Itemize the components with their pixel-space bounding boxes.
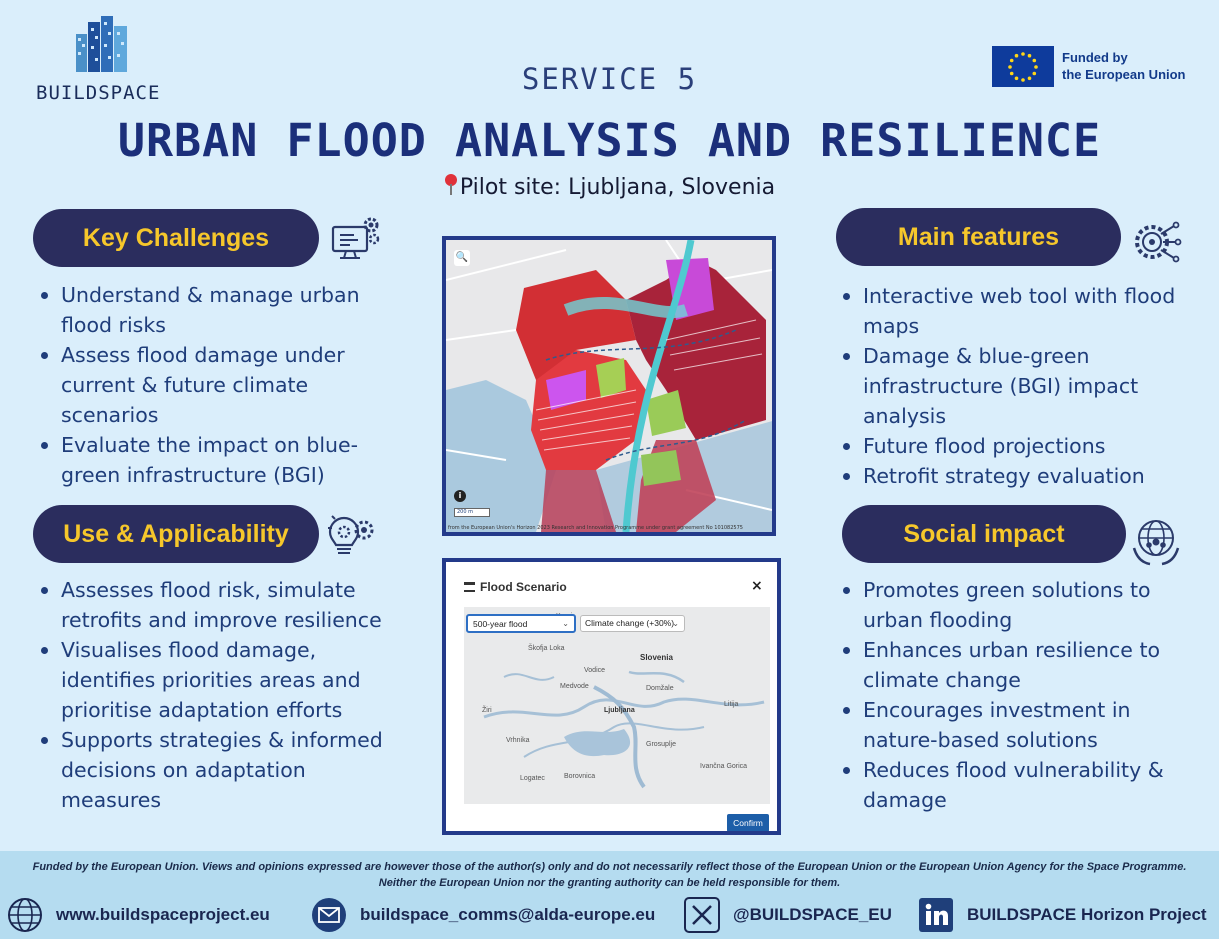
- twitter-text: @BUILDSPACE_EU: [733, 905, 892, 924]
- climate-scenario-value: Climate change (+30%): [585, 618, 675, 628]
- list-item: Interactive web tool with flood maps: [835, 281, 1205, 341]
- twitter-link[interactable]: [683, 896, 892, 934]
- page-title: URBAN FLOOD ANALYSIS AND RESILIENCE: [117, 114, 1102, 167]
- list-item: Supports strategies & informed decisions on adaptation measures: [33, 725, 403, 815]
- map-search-icon[interactable]: 🔍: [454, 250, 470, 266]
- map-info-icon[interactable]: i: [454, 490, 466, 502]
- flood-scenario-title: [464, 580, 567, 594]
- layers-icon: [464, 582, 475, 592]
- main-features-heading: Main features: [836, 208, 1121, 266]
- eu-line-1: Funded by: [1062, 50, 1128, 65]
- flood-scenario-select[interactable]: [466, 614, 576, 633]
- flood-damage-map-graphic: [446, 240, 772, 532]
- linkedin-text: BUILDSPACE Horizon Project: [967, 905, 1207, 924]
- x-twitter-icon: [683, 896, 721, 934]
- map-label: Litija: [724, 701, 739, 708]
- website-text: www.buildspaceproject.eu: [56, 905, 270, 924]
- list-item: Enhances urban resilience to climate change: [835, 635, 1205, 695]
- flood-scenario-value: 500-year flood: [473, 619, 528, 629]
- map-label: Vodice: [584, 667, 606, 674]
- climate-scenario-select[interactable]: [580, 615, 685, 632]
- list-item: Evaluate the impact on blue-green infrastructure (BGI): [33, 430, 403, 490]
- email-link[interactable]: [310, 896, 655, 934]
- map-label: Škofja Loka: [528, 645, 565, 652]
- list-item: Encourages investment in nature-based solutions: [835, 695, 1205, 755]
- key-challenges-list: [33, 280, 403, 490]
- globe-icon: [6, 896, 44, 934]
- eu-disclaimer: Funded by the European Union. Views and opinions expressed are however those of the author(s) only and do not necessarily reflect those of the European Union or the European Union Agency for the Space Programme. Neither the European Union nor the granting authority can be held responsible for them.: [32, 861, 1187, 889]
- globe-hands-icon: [1130, 516, 1182, 568]
- list-item: Visualises flood damage, identifies priorities areas and prioritise adaptation efforts: [33, 635, 403, 725]
- flood-scenario-panel: [442, 558, 781, 835]
- list-item: Assess flood damage under current & future climate scenarios: [33, 340, 403, 430]
- chevron-down-icon: ⌄: [562, 619, 569, 628]
- map-label: Ivančna Gorica: [700, 763, 748, 770]
- main-features-list: [835, 281, 1205, 491]
- logo-text: BUILDSPACE: [36, 82, 161, 104]
- email-icon: [310, 896, 348, 934]
- lightbulb-gear-icon: [326, 510, 378, 562]
- chevron-down-icon: ⌄: [672, 619, 679, 628]
- map-label: Vrhnika: [506, 737, 530, 744]
- map-scale-bar: 200 m: [454, 508, 490, 517]
- list-item: Future flood projections: [835, 431, 1205, 461]
- service-label: SERVICE 5: [521, 62, 698, 96]
- map-label: Domžale: [646, 685, 674, 692]
- use-applicability-heading: Use & Applicability: [33, 505, 319, 563]
- map-label: Slovenia: [640, 653, 673, 662]
- social-impact-list: [835, 575, 1205, 815]
- list-item: Understand & manage urban flood risks: [33, 280, 403, 340]
- list-item: Assesses flood risk, simulate retrofits and improve resilience: [33, 575, 403, 635]
- map-label: Medvode: [560, 683, 589, 690]
- confirm-button[interactable]: Confirm: [727, 814, 769, 832]
- close-icon[interactable]: ×: [751, 578, 763, 594]
- computer-gears-icon: [330, 213, 382, 265]
- website-link[interactable]: [6, 896, 270, 934]
- flood-scenario-title-text: Flood Scenario: [480, 580, 567, 594]
- linkedin-icon: [917, 896, 955, 934]
- map-credit: from the European Union's Horizon 2023 Research and Innovation Programme under grant agreement No 101082575: [448, 525, 743, 531]
- list-item: Retrofit strategy evaluation: [835, 461, 1205, 491]
- pilot-site: [0, 174, 1219, 200]
- linkedin-link[interactable]: [917, 896, 1207, 934]
- map-label: Grosuplje: [646, 741, 676, 748]
- use-applicability-list: [33, 575, 403, 815]
- gear-circuit-icon: [1130, 216, 1182, 268]
- social-impact-heading: Social impact: [842, 505, 1126, 563]
- footer: [0, 851, 1219, 939]
- map-label: Ljubljana: [604, 707, 635, 714]
- map-label: Logatec: [520, 775, 545, 782]
- pilot-site-text: Pilot site: Ljubljana, Slovenia: [459, 175, 776, 200]
- list-item: Damage & blue-green infrastructure (BGI) impact analysis: [835, 341, 1205, 431]
- list-item: Promotes green solutions to urban flooding: [835, 575, 1205, 635]
- location-pin-icon: [444, 174, 458, 196]
- eu-line-2: the European Union: [1062, 67, 1186, 82]
- map-label: Žiri: [482, 707, 492, 714]
- flood-damage-map[interactable]: [442, 236, 776, 536]
- slovenia-flood-map[interactable]: [464, 607, 770, 804]
- list-item: Reduces flood vulnerability & damage: [835, 755, 1205, 815]
- key-challenges-heading: Key Challenges: [33, 209, 319, 267]
- email-text: buildspace_comms@alda-europe.eu: [360, 905, 656, 924]
- map-label: Borovnica: [564, 773, 596, 780]
